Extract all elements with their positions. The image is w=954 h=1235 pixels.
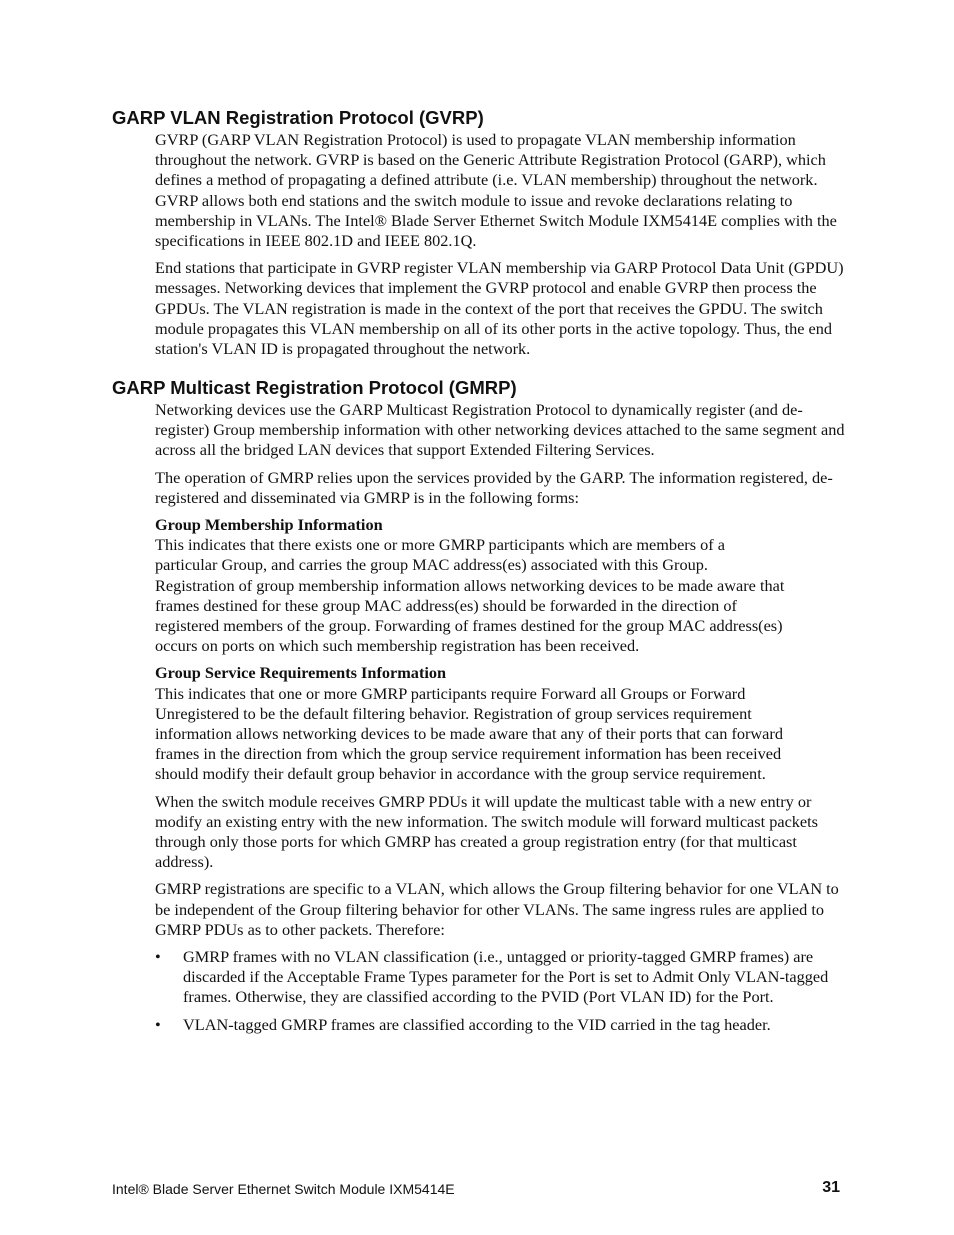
footer-title: Intel® Blade Server Ethernet Switch Module IXM5414E (112, 1181, 455, 1197)
list-item-text: GMRP frames with no VLAN classification (i.e., untagged or priority-tagged GMRP frames) are discarded if the Acceptable Frame Types parameter for the Port is set to Admit Only VLAN-tagged frames. Otherwise, they are classified according to the PVID (Port VLAN ID) for the Port. (183, 947, 829, 1007)
list-item (155, 947, 845, 1008)
paragraph: GMRP registrations are specific to a VLAN, which allows the Group filtering behavior for one VLAN to be independent of the Group filtering behavior for other VLANs. The same ingress rules are applied to GMRP PDUs as to other packets. Therefore: (155, 879, 839, 939)
section-heading-gmrp: GARP Multicast Registration Protocol (GMRP) (112, 377, 517, 398)
definition-term: Group Service Requirements Information (155, 663, 447, 683)
definition-text: This indicates that there exists one or more GMRP participants which are members of a particular Group, and carries the group MAC address(es) associated with this Group. Registration of group membership information allows networking devices to be made aware that frames destined for these group MAC address(es) should be forwarded in the direction of registered members of the group. Forwarding of frames destined for the group MAC address(es) occurs on ports on which such membership registration has been received. (155, 535, 785, 656)
page-number: 31 (822, 1179, 840, 1196)
paragraph: Networking devices use the GARP Multicast Registration Protocol to dynamically register (and de-register) Group membership information with other networking devices attached to the same segment and across all the bridged LAN devices that support Extended Filtering Services. (155, 400, 845, 460)
section-body-gmrp (155, 400, 845, 1042)
bullet-list (155, 947, 845, 1035)
bullet-icon: • (155, 1014, 161, 1034)
definition-term: Group Membership Information (155, 515, 383, 535)
paragraph: GVRP (GARP VLAN Registration Protocol) is used to propagate VLAN membership information throughout the network. GVRP is based on the Generic Attribute Registration Protocol (GARP), which defines a method of propagating a defined attribute (i.e. VLAN membership) throughout the network. GVRP allows both end stations and the switch module to issue and revoke declarations relating to membership in VLANs. The Intel® Blade Server Ethernet Switch Module IXM5414E complies with the specifications in IEEE 802.1D and IEEE 802.1Q. (155, 130, 837, 251)
list-item (155, 1015, 845, 1035)
paragraph: End stations that participate in GVRP register VLAN membership via GARP Protocol Data Unit (GPDU) messages. Networking devices that implement the GVRP protocol and enable GVRP then process the GPDUs. The VLAN registration is made in the context of the port that receives the GPDU. The switch module propagates this VLAN membership on all of its other ports in the active topology. Thus, the end station's VLAN ID is propagated throughout the network. (155, 258, 844, 359)
definition-text: This indicates that one or more GMRP participants require Forward all Groups or Forward Unregistered to be the default filtering behavior. Registration of group services requirement information allows networking devices to be made aware that any of their ports that can forward frames in the direction from which the group service requirement information has been received should modify their default group behavior in accordance with the group service requirement. (155, 683, 783, 784)
section-body-gvrp (155, 130, 845, 366)
paragraph: When the switch module receives GMRP PDUs it will update the multicast table with a new entry or modify an existing entry with the new information. The switch module will forward multicast packets through only those ports for which GMRP has created a group registration entry (for that multicast address). (155, 791, 819, 872)
paragraph: The operation of GMRP relies upon the services provided by the GARP. The information registered, de-registered and disseminated via GMRP is in the following forms: (155, 467, 833, 507)
list-item-text: VLAN-tagged GMRP frames are classified according to the VID carried in the tag header. (183, 1014, 771, 1034)
section-heading-gvrp: GARP VLAN Registration Protocol (GVRP) (112, 107, 484, 128)
bullet-icon: • (155, 947, 161, 967)
